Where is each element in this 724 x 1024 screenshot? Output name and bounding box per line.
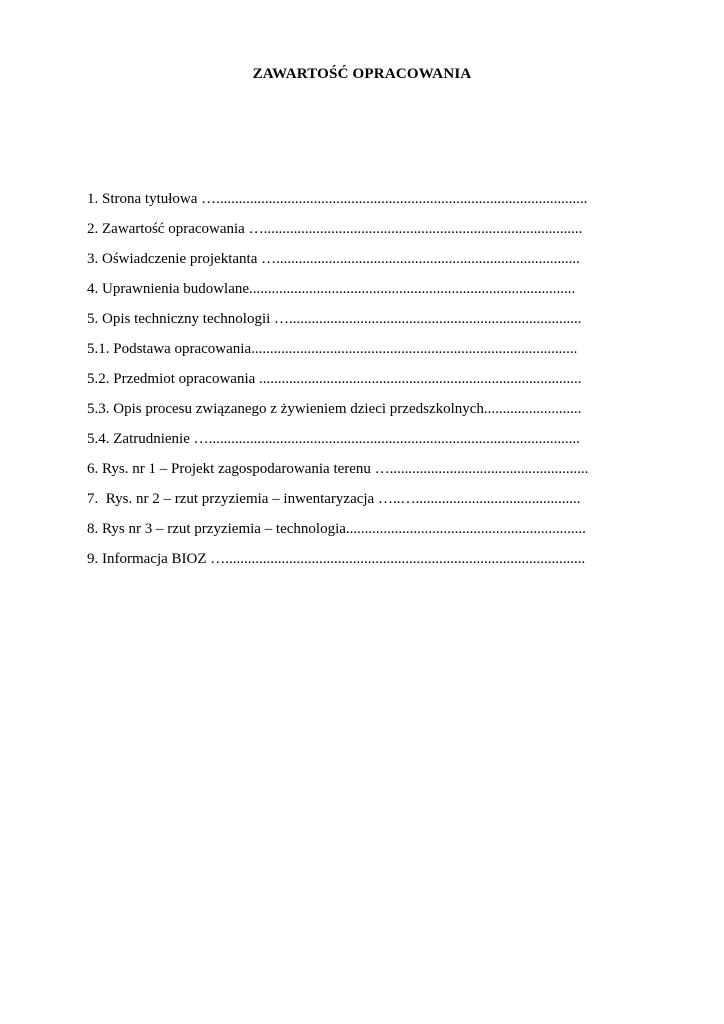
toc-entry-text: 5.2. Przedmiot opracowania ...................................................................................... xyxy=(87,371,582,387)
document-title: ZAWARTOŚĆ OPRACOWANIA xyxy=(252,66,472,82)
toc-entry-text: 2. Zawartość opracowania …..................................................................................... xyxy=(87,221,583,237)
toc-entry-text: 6. Rys. nr 1 – Projekt zagospodarowania terenu …..................................................... xyxy=(87,461,589,477)
toc-entry-3 xyxy=(87,244,657,274)
toc-entry-text: 5.1. Podstawa opracowania....................................................................................... xyxy=(87,341,578,357)
toc-entry-8 xyxy=(87,514,657,544)
toc-entry-5-1 xyxy=(87,334,657,364)
toc-entry-text: 7. Rys. nr 2 – rzut przyziemia – inwentaryzacja …..…............................................ xyxy=(87,491,581,507)
toc-entry-2 xyxy=(87,214,657,244)
toc-entry-text: 1. Strona tytułowa …................................................................................................... xyxy=(87,191,588,207)
toc-entry-9 xyxy=(87,544,657,574)
toc-entry-5-4 xyxy=(87,424,657,454)
toc-entry-4 xyxy=(87,274,657,304)
toc-entry-text: 5.4. Zatrudnienie …................................................................................................... xyxy=(87,431,580,447)
toc-entry-6 xyxy=(87,454,657,484)
toc-entry-text: 5.3. Opis procesu związanego z żywieniem dzieci przedszkolnych.......................... xyxy=(87,401,582,417)
toc-entry-text: 9. Informacja BIOZ …................................................................................................ xyxy=(87,551,586,567)
toc-entry-text: 3. Oświadczenie projektanta …................................................................................. xyxy=(87,251,580,267)
toc-entry-text: 4. Uprawnienia budowlane....................................................................................... xyxy=(87,281,576,297)
toc-entry-5-3 xyxy=(87,394,657,424)
toc-entry-7 xyxy=(87,484,657,514)
toc-entry-text: 8. Rys nr 3 – rzut przyziemia – technologia................................................................ xyxy=(87,521,586,537)
toc-entry-text: 5. Opis techniczny technologii ….............................................................................. xyxy=(87,311,582,327)
toc-entry-5 xyxy=(87,304,657,334)
toc-entry-5-2 xyxy=(87,364,657,394)
table-of-contents xyxy=(87,184,657,574)
toc-entry-1 xyxy=(87,184,657,214)
